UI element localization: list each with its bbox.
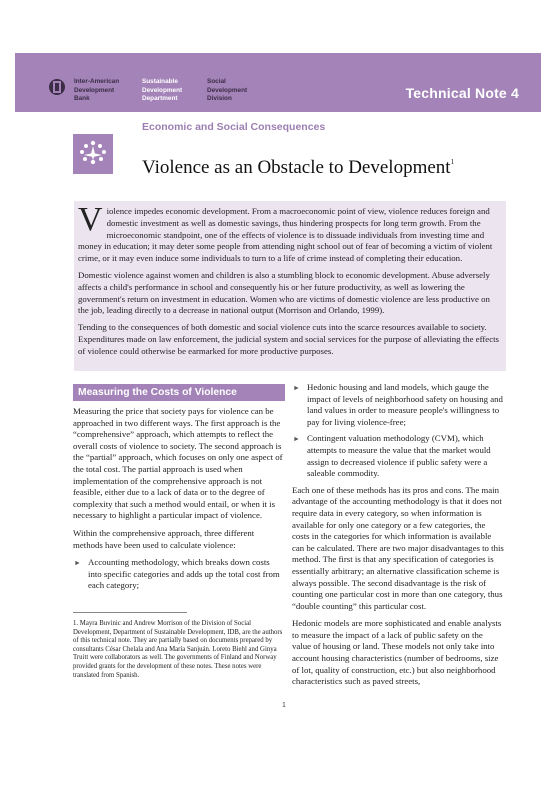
list-item: ► Contingent valuation methodology (CVM), which attempts to measure the value that the market would assign to decreased violence if public safety were a saleable commodity. [293,433,491,479]
right-column [292,382,504,694]
department-name: Sustainable Development Department [142,78,183,102]
body-paragraph: Within the comprehensive approach, three different methods have been used to calculate violence: [73,527,255,550]
page-number: 1 [282,702,286,709]
section-label: Economic and Social Consequences [142,121,326,133]
section-heading: Measuring the Costs of Violence [73,384,285,401]
intro-paragraph-2: Domestic violence against women and children is also a stumbling block to economic development. Abuse adversely affects a child's performance in school and consequently his or her future productivity, as well as lowering the government's return on investment in education. Women who are victims of domestic violence are less productive on the job, leading directly to a decrease in national output (Morrison and Orlando, 1999). [78,269,490,316]
page-title: Violence as an Obstacle to Development$^1$ [142,157,455,178]
header-banner [15,53,541,112]
division-name: Social Development Division [207,78,248,102]
list-item: ► Accounting methodology, which breaks down costs into specific categories and adds up the total cost from each category; [74,557,280,591]
left-column [73,384,285,597]
bullet-arrow-icon: ► [293,435,300,444]
footnote: 1. Mayra Buvinic and Andrew Morrison of the Division of Social Development, Department of Sustainable Development, IDB, are the authors of this technical note. They are partially based on documents prepared by consultants César Chelala and Ana María Sanjuán. Loreto Biehl and Ginya Truitt were collaborators as well. The governments of Finland and Norway provided grants for the development of these notes. These notes were translated from Spanish. [73,620,283,679]
body-paragraph: Each one of these methods has its pros and cons. The main advantage of the accounting methodology is that it does not require data in every category, so when information is available for only one category or a few categories, the costs in the categories for which information is available can be calculated. There are two major disadvantages to this method. The first is that any specification of categories is essentially arbitrary; an alternative classification scheme is always possible. The second disadvantage is the risk of counting one particular cost in more than one category, thus “double counting” this particular cost. [292,484,504,611]
emblem-icon [73,134,113,174]
footnote-divider [73,612,187,613]
intro-paragraph-1: Violence impedes economic development. From a macroeconomic point of view, violence reduces foreign and domestic investment as well as domestic savings, thus hindering prospects for long term growth. From the microeconomic standpoint, one of the effects of violence is to dissuade individuals from investing time and money in education; it may deter some people from attending night school out of fear of becoming a victim of violent crime, or it may even induce some individuals to turn to a life of crime instead of completing their education. [78,201,493,264]
body-paragraph: Hedonic models are more sophisticated and enable analysts to measure the impact of a lack of public safety on the value of housing or land. These models not only take into account housing characteristics (number of bedrooms, size of lot, quality of construction, etc.) but also neighborhood characteristics such as paved streets, [292,618,502,687]
body-paragraph: Measuring the price that society pays for violence can be approached in two different ways. The first approach is the “comprehensive” approach, which attempts to reflect the overall costs of violence to society. The second approach is the “partial” approach, which focuses on only one aspect of the total cost. The partial approach is used when implementation of the comprehensive approach is not feasible, either due to a lack of data or to the degree of complexity that such a method would entail, or when it is necessary to highlight a particular impact of violence. [73,406,283,521]
title-footnote-marker: 1 [450,158,455,166]
drop-cap: V [78,201,103,238]
bullet-arrow-icon: ► [74,559,81,568]
org-name: Inter-American Development Bank [74,78,120,102]
list-item: ► Hedonic housing and land models, which gauge the impact of levels of neighborhood safety on housing and land values in order to measure people's willingness to pay for living violence-free; [293,382,503,427]
bullet-arrow-icon: ► [293,384,300,392]
intro-paragraph-3: Tending to the consequences of both domestic and social violence cuts into the scarce resources available to society. Expenditures made on law enforcement, the judicial system and social services for the purpose of alleviating the effects of violence could otherwise be earmarked for more productive purposes. [78,322,499,356]
intro-box [74,201,506,371]
technical-note-label: Technical Note 4 [405,85,519,101]
idb-logo-icon [48,75,66,99]
